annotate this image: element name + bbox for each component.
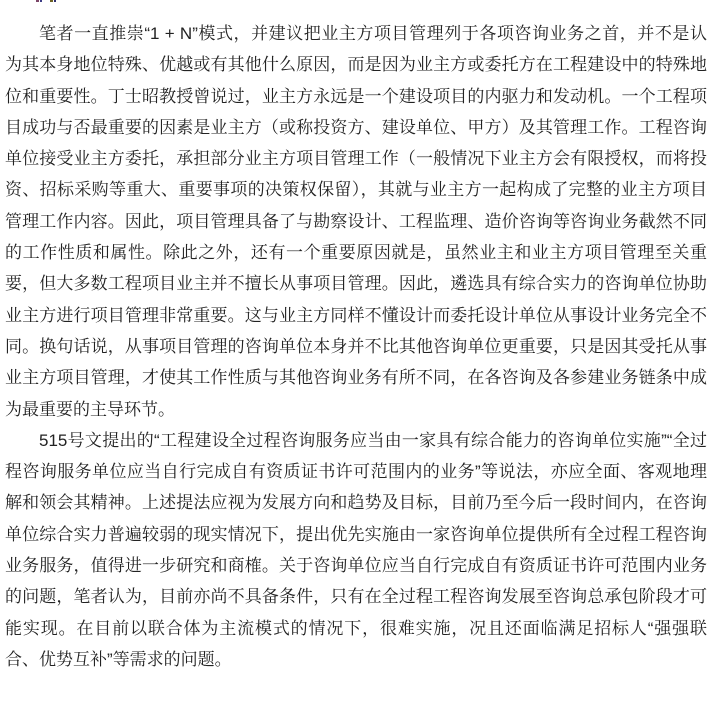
- clipped-glyph-fragment: [54, 0, 56, 2]
- text-line: 单位接受业主方委托，承担部分业主方项目管理工作（一般情况下业主方会有限授权，而将投: [5, 149, 707, 169]
- clipped-line-remnant: [0, 0, 712, 4]
- paragraph-2: [5, 425, 707, 675]
- text-line: 业主方进行项目管理非常重要。这与业主方同样不懂设计而委托设计单位从事设计业务完全不: [5, 305, 707, 325]
- text-line: 515号文提出的“工程建设全过程咨询服务应当由一家具有综合能力的咨询单位实施”“全过: [39, 430, 707, 450]
- text-line: 同。换句话说，从事项目管理的咨询单位本身并不比其他咨询单位更重要，只是因其受托从事: [5, 336, 707, 356]
- text-line: 单位综合实力普遍较弱的现实情况下，提出优先实施由一家咨询单位提供所有全过程工程咨询: [5, 524, 707, 544]
- text-line: 解和领会其精神。上述提法应视为发展方向和趋势及目标，目前乃至今后一段时间内，在咨询: [5, 493, 707, 513]
- text-line: 合、优势互补”等需求的问题。: [5, 649, 232, 669]
- text-line: 业务服务，值得进一步研究和商榷。关于咨询单位应当自行完成自有资质证书许可范围内业务: [5, 556, 707, 576]
- text-line: 业主方项目管理，才使其工作性质与其他咨询业务有所不同，在各咨询及各参建业务链条中成: [5, 368, 707, 388]
- text-line: 资、招标采购等重大、重要事项的决策权保留），其就与业主方一起构成了完整的业主方项目: [5, 180, 707, 200]
- text-line: 的工作性质和属性。除此之外，还有一个重要原因就是，虽然业主和业主方项目管理至关重: [5, 243, 707, 263]
- text-line: 为其本身地位特殊、优越或有其他什么原因，而是因为业主方或委托方在工程建设中的特殊地: [5, 55, 707, 75]
- text-line: 位和重要性。丁士昭教授曾说过，业主方永远是一个建设项目的内驱力和发动机。一个工程项: [5, 86, 707, 106]
- text-line: 的问题，笔者认为，目前亦尚不具备条件，只有在全过程工程咨询发展至咨询总承包阶段才可: [5, 587, 707, 607]
- text-line: 能实现。在目前以联合体为主流模式的情况下，很难实施，况且还面临满足招标人“强强联: [5, 618, 707, 638]
- text-line: 为最重要的主导环节。: [5, 399, 175, 419]
- clipped-glyph-fragment: [50, 0, 53, 2]
- text-line: 笔者一直推崇“1 + N”模式，并建议把业主方项目管理列于各项咨询业务之首，并不是认: [39, 24, 707, 43]
- paragraph-1: [5, 18, 707, 425]
- text-line: 程咨询服务单位应当自行完成自有资质证书许可范围内的业务”等说法，亦应全面、客观地理: [5, 462, 707, 482]
- clipped-glyph-fragment: [40, 0, 42, 2]
- text-line: 目成功与否最重要的因素是业主方（或称投资方、建设单位、甲方）及其管理工作。工程咨询: [5, 117, 707, 137]
- text-line: 管理工作内容。因此，项目管理具备了与勘察设计、工程监理、造价咨询等咨询业务截然不同: [5, 211, 707, 231]
- clipped-glyph-fragment: [36, 0, 39, 2]
- text-line: 要，但大多数工程项目业主并不擅长从事项目管理。因此，遴选具有综合实力的咨询单位协助: [5, 274, 707, 294]
